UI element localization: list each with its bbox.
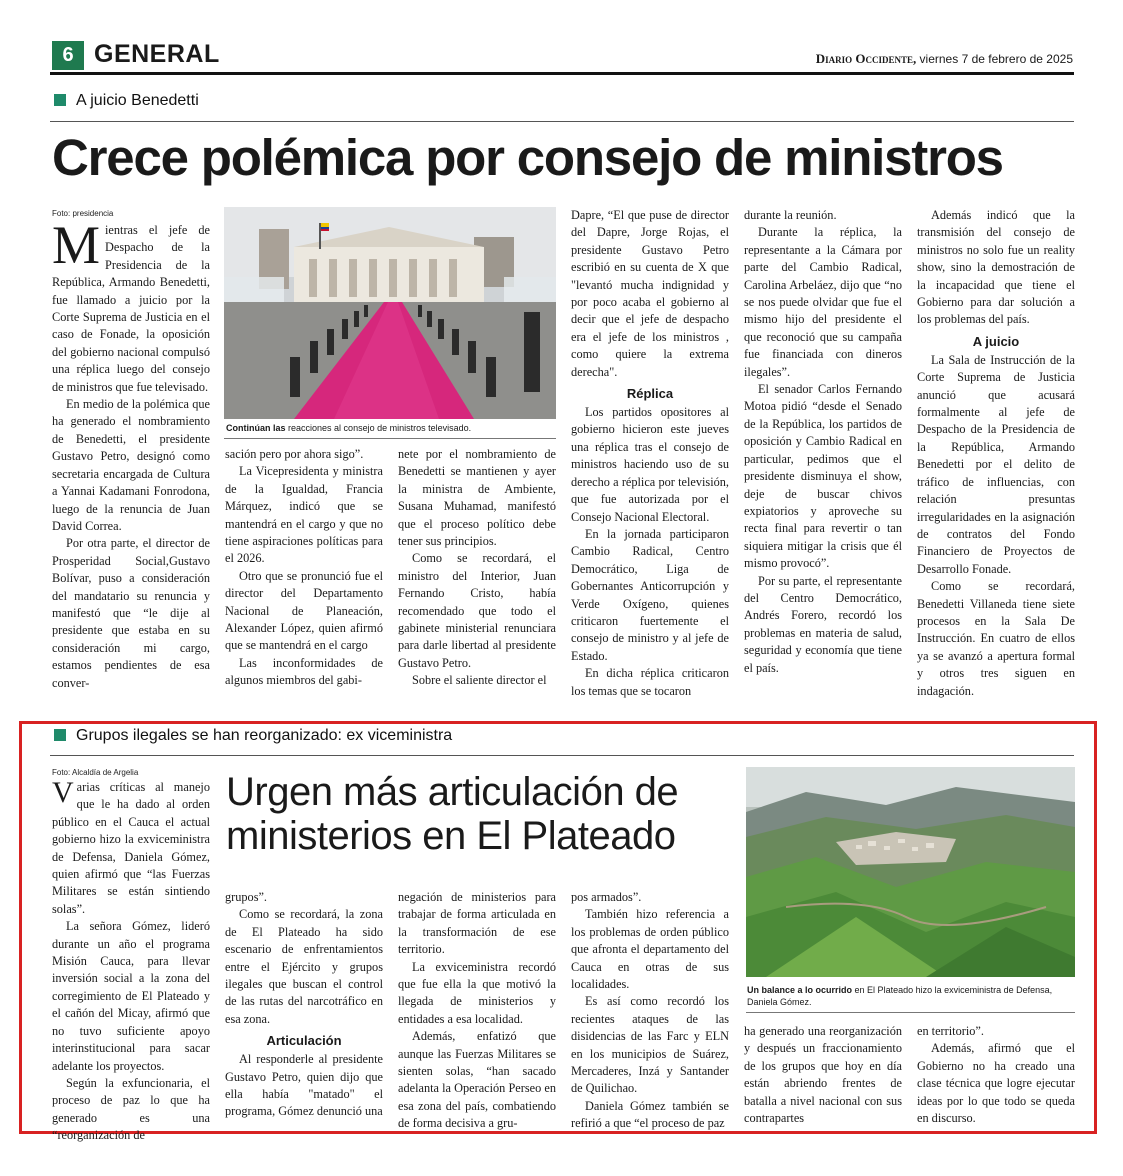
article2-headline: Urgen más articulación de ministerios en El Plateado bbox=[226, 770, 679, 858]
subhead-replica: Réplica bbox=[626, 386, 674, 402]
caption-rule bbox=[224, 438, 556, 439]
header-rule bbox=[50, 72, 1074, 75]
article2-photo bbox=[746, 767, 1075, 977]
article1-kicker: A juicio Benedetti bbox=[54, 92, 199, 110]
kicker-square-icon bbox=[54, 729, 66, 741]
article1-column-5: durante la reunión. Durante la réplica, la representante a la Cámara por parte del Cambio Radical, Carolina Arbeláez, dijo que “no se nos puede olvidar que fue el mismo hijo del presidente el que reconoció que su campaña fue financiada con dineros ilegales”. El senador Carlos Fernando Motoa pidió “desde el Senado de la República, los partidos de oposición y Cambio Radical en particular, pedimos que el presidente disminuya el show, deje de buscar chivos expiatorios y aproveche su recta final para revertir o tan siquiera mitigar la crisis que él mismo provocó”. Por su parte, el representante del Centro Democrático, Andrés Forero, recordó los problemas en materia de salud, seguridad y economía que tiene el país. bbox=[744, 208, 902, 675]
kicker-square-icon bbox=[54, 94, 66, 106]
article2-column-2: grupos”. Como se recordará, la zona de El Plateado ha sido escenario de enfrentamientos entre el Ejército y grupos ilegales que buscan el control de las rutas del narcotráfico en esa zona. Articulación Al responderle al presidente Gustavo Petro, quien dijo que ella había "matado" el programa, Gómez denunció una bbox=[225, 890, 383, 1119]
dropcap: M bbox=[52, 215, 101, 275]
article2-column-5: ha generado una reorganización y después un fraccionamiento de los grupos que hoy en día están abriendo frentes de batalla a nivel nacional con sus contrapartes bbox=[744, 1024, 902, 1126]
article2-photo-credit: Foto: Alcaldía de Argelia bbox=[52, 768, 139, 777]
article1-photo-credit: Foto: presidencia bbox=[52, 209, 114, 218]
article1-column-6: Además indicó que la transmisión del consejo de ministros no solo fue un reality show, sino la demostración de la incapacidad que tiene el Gobierno para dar solución a los problemas del país. A juicio La Sala de Instrucción de la Corte Suprema de Justicia anunció que acusará formalmente al jefe de Despacho de la Presidencia de la República, Armando Benedetti por el delito de tráfico de influencias, con relación presuntas irregularidades en la asignación de contratos del Fondo Financiero de Proyectos de Desarrollo Fonade. Como se recordará, Benedetti Villaneda tiene siete procesos en la Sala De Instrucción. En cuatro de ellos ya se avanzó a apertura formal y otros tres siguen en indagación. bbox=[917, 208, 1075, 698]
el-plateado-landscape-image bbox=[746, 767, 1075, 977]
page-number: 6 bbox=[52, 41, 84, 70]
article2-column-1: V arias críticas al manejo que le ha dado al orden público en el Cauca el actual gobierno hizo la exviceministra de Defensa, Daniela Gómez, quien afirmó que “las Fuerzas Militares se están sintiendo solas”. La señora Gómez, lideró durante un año el programa Misión Cauca, para llevar inversión social a la zona del corregimiento de El Plateado y el cañón del Micay, afirmó que no tuvo suficiente apoyo interinstitucional para sacar adelante los proyectos. Según la exfuncionaria, el proceso de paz lo que ha generado es una “reorganización de bbox=[52, 776, 210, 1143]
kicker-rule bbox=[50, 121, 1074, 122]
article2-kicker: Grupos ilegales se han reorganizado: ex viceministra bbox=[54, 727, 452, 745]
article1-caption: Continúan las reacciones al consejo de ministros televisado. bbox=[226, 423, 472, 433]
paper-name: Diario Occidente, bbox=[815, 51, 917, 66]
subhead-a-juicio: A juicio bbox=[972, 333, 1020, 349]
article1-column-4: Dapre, “El que puse de director del Dapre, Jorge Rojas, el presidente Gustavo Petro escribió en su cuenta de X que "levantó mucha indignidad y por poco acaba el gobierno al decir que el jefe de despacho era el jefe de los ministros , como quiere la extrema derecha". Réplica Los partidos opositores al gobierno hicieron este jueves una réplica tras el consejo de ministros haciendo uso de su derecho a réplica por televisión, que fue autorizada por el Consejo Nacional Electoral. En la jornada participaron Cambio Radical, Centro Democrático, Liga de Gobernantes Anticorrupción y Verde Oxígeno, quienes criticaron fuertemente el consejo de ministro y al jefe de Estado. En dicha réplica criticaron los temas que se tocaron bbox=[571, 208, 729, 698]
article1-headline: Crece polémica por consejo de ministros bbox=[52, 129, 1003, 186]
article1-photo bbox=[224, 207, 556, 419]
caption2-rule bbox=[746, 1012, 1075, 1013]
paper-date-line bbox=[816, 51, 1073, 67]
article1-column-2: sación pero por ahora sigo”. La Vicepresidenta y ministra de la Igualdad, Francia Márquez, indicó que se mantendrá en el cargo y que no tiene aspiraciones políticas para el 2026. Otro que se pronunció fue el director del Departamento Nacional de Planeación, Alexander López, quien afirmó que se mantendrá en el cargo Las inconformidades de algunos miembros del gabi- bbox=[225, 447, 383, 688]
section-title: GENERAL bbox=[94, 40, 220, 68]
article2-caption: Un balance a lo ocurrido en El Plateado hizo la exviceministra de Defensa, Daniela Gómez. bbox=[747, 985, 1053, 1007]
palace-ceremony-image bbox=[224, 207, 556, 419]
article2-column-6: en territorio”. Además, afirmó que el Gobierno no ha creado una clase técnica que logre ejecutar ideas por lo que todo se queda en discurso. bbox=[917, 1024, 1075, 1126]
issue-date: viernes 7 de febrero de 2025 bbox=[919, 52, 1073, 66]
article2-column-4: pos armados”. También hizo referencia a los problemas de orden público que afronta el departamento del Cauca en otras de sus localidades. Es así como recordó los recientes ataques de las disidencias de las Farc y ELN en los municipios de Suárez, Mercaderes, Inzá y Santander de Quilichao. Daniela Gómez también se refirió a que “el proceso de paz bbox=[571, 890, 729, 1131]
article1-column-1: M ientras el jefe de Despacho de la Presidencia de la República, Armando Benedetti, fue llamado a juicio por la Corte Suprema de Justicia en el caso de Fonade, la oposición del gobierno nacional compulsó una réplica luego del consejo de ministros que fue televisado. En medio de la polémica que ha generado el nombramiento de Benedetti, el presidente Gustavo Petro, designó como secretaria encargada de Cultura a Yannai Kadamani Fonrodona, luego de la renuncia de Juan David Correa. Por otra parte, el director de Prosperidad Social,Gustavo Bolívar, puso a consideración del mandatario su renuncia y manifestó que “le dije al presidente que estaba en su consideración mi cargo, estamos pendientes de esa conver- bbox=[52, 215, 210, 690]
subhead-articulacion: Articulación bbox=[266, 1033, 342, 1049]
article2-column-3: negación de ministerios para trabajar de forma articulada en la transformación de ese territorio. La exviceministra recordó que fue ella la que motivó la llegada de ministerios y entidades a esa localidad. Además, enfatizó que aunque las Fuerzas Militares se sienten solas, “han sacado adelanta la Operación Perseo en esa zona del país, combatiendo de forma decisiva a gru- bbox=[398, 890, 556, 1131]
kicker2-rule bbox=[50, 755, 1074, 756]
article1-column-3: nete por el nombramiento de Benedetti se mantienen y ayer la ministra de Ambiente, Susana Muhamad, manifestó que el proceso político debe tener sus principios. Como se recordará, el ministro del Interior, Juan Fernando Cristo, había recomendado que todo el gabinete ministerial renunciara para darle libertad al presidente Gustavo Petro. Sobre el saliente director el bbox=[398, 447, 556, 688]
dropcap: V bbox=[52, 776, 74, 809]
